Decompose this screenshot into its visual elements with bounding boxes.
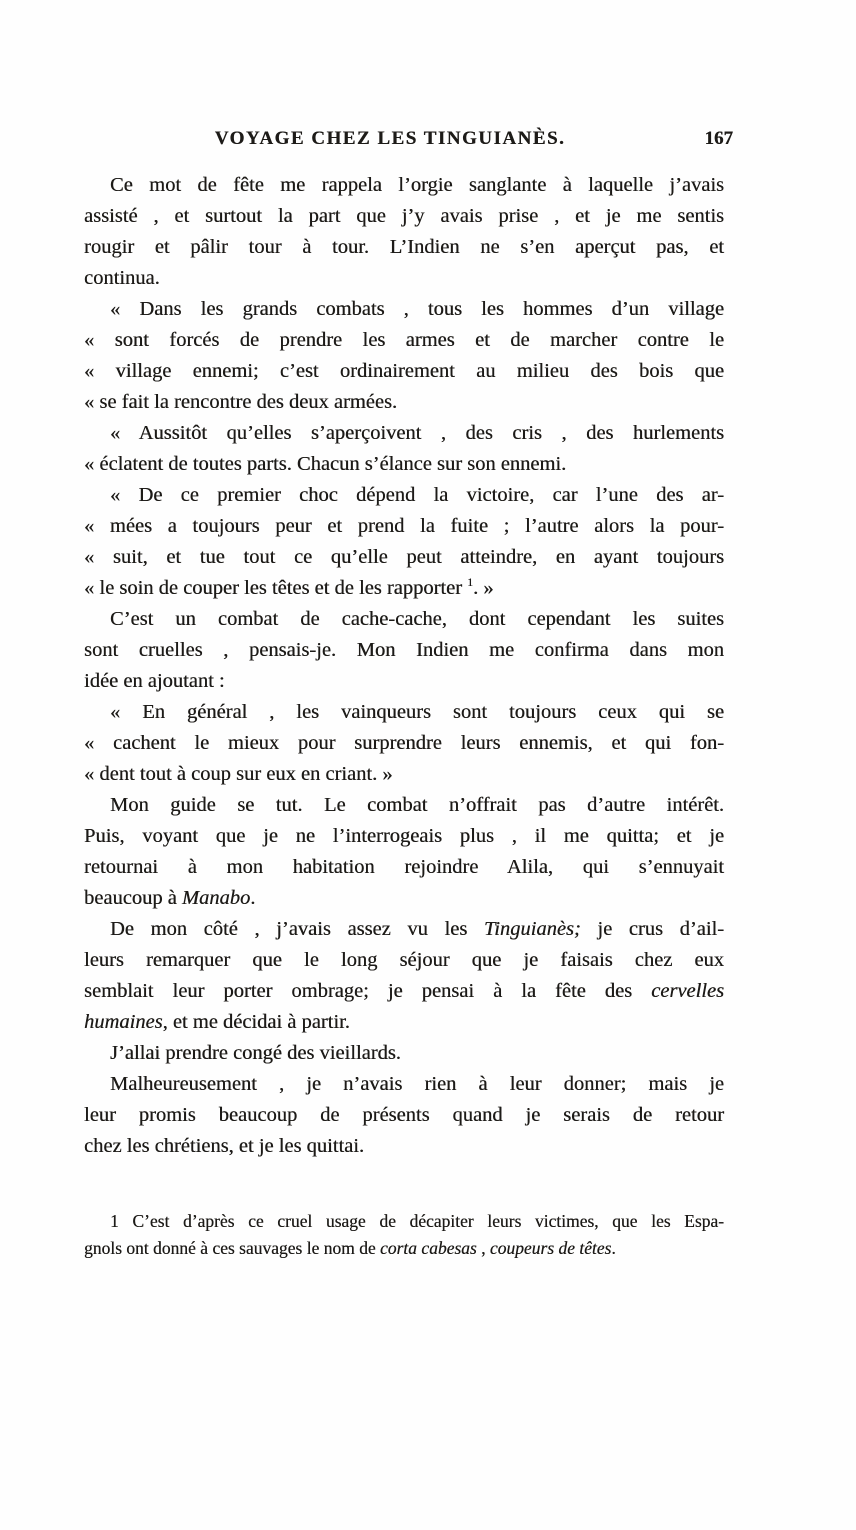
text-line: rougir et pâlir tour à tour. L’Indien ne s’en aperçut pas, et — [84, 236, 724, 258]
text-line: assisté , et surtout la part que j’y avais prise , et je me sentis — [84, 205, 724, 227]
paragraph — [84, 170, 724, 294]
text-line: « village ennemi; c’est ordinairement au milieu des bois que — [84, 360, 724, 382]
text-line: Malheureusement , je n’avais rien à leur donner; mais je — [110, 1073, 724, 1095]
footnote — [84, 1208, 724, 1262]
text-line: Ce mot de fête me rappela l’orgie sanglante à laquelle j’avais — [110, 174, 724, 196]
page-number: 167 — [704, 128, 733, 149]
text-line: « De ce premier choc dépend la victoire, car l’une des ar- — [110, 484, 724, 506]
text-line: « le soin de couper les têtes et de les rapporter $^1$. » — [84, 575, 494, 599]
text-line: Mon guide se tut. Le combat n’offrait pas d’autre intérêt. — [110, 794, 724, 816]
paragraph — [84, 697, 724, 790]
text-line: retournai à mon habitation rejoindre Alila, qui s’ennuyait — [84, 856, 724, 878]
text-line: « Aussitôt qu’elles s’aperçoivent , des cris , des hurlements — [110, 422, 724, 444]
text-line: idée en ajoutant : — [84, 670, 225, 692]
text-line: « Dans les grands combats , tous les hommes d’un village — [110, 298, 724, 320]
page-header — [84, 128, 733, 154]
text-line: leurs remarquer que le long séjour que je faisais chez eux — [84, 949, 724, 971]
paragraph — [84, 790, 724, 914]
footnote-reference: 1 — [467, 575, 474, 590]
running-title: VOYAGE CHEZ LES TINGUIANÈS. — [214, 128, 566, 149]
text-line: « En général , les vainqueurs sont toujours ceux qui se — [110, 701, 724, 723]
text-line: humaines, et me décidai à partir. — [84, 1011, 350, 1033]
text-line: « dent tout à coup sur eux en criant. » — [84, 763, 393, 785]
text-line: chez les chrétiens, et je les quittai. — [84, 1135, 365, 1157]
text-line: « cachent le mieux pour surprendre leurs ennemis, et qui fon- — [84, 732, 724, 754]
text-line: « mées a toujours peur et prend la fuite ; l’autre alors la pour- — [84, 515, 724, 537]
text-line: J’allai prendre congé des vieillards. — [110, 1042, 401, 1064]
text-line: Puis, voyant que je ne l’interrogeais plus , il me quitta; et je — [84, 825, 724, 847]
paragraph — [84, 1038, 724, 1069]
text-line: gnols ont donné à ces sauvages le nom de corta cabesas , coupeurs de têtes. — [84, 1238, 616, 1258]
text-line: semblait leur porter ombrage; je pensai à la fête des cervelles — [84, 980, 724, 1002]
paragraph — [84, 604, 724, 697]
body-text — [84, 170, 724, 1162]
paragraph — [84, 1208, 724, 1262]
text-line: beaucoup à Manabo. — [84, 887, 256, 909]
text-line: « éclatent de toutes parts. Chacun s’élance sur son ennemi. — [84, 453, 567, 475]
paragraph — [84, 480, 724, 604]
paragraph — [84, 294, 724, 418]
paragraph — [84, 1069, 724, 1162]
text-line: « sont forcés de prendre les armes et de marcher contre le — [84, 329, 724, 351]
paragraph — [84, 418, 724, 480]
text-line: De mon côté , j’avais assez vu les Tinguianès; je crus d’ail- — [110, 918, 724, 940]
text-line: « se fait la rencontre des deux armées. — [84, 391, 398, 413]
text-line: sont cruelles , pensais-je. Mon Indien me confirma dans mon — [84, 639, 724, 661]
text-line: continua. — [84, 267, 160, 289]
paragraph — [84, 914, 724, 1038]
text-line: « suit, et tue tout ce qu’elle peut atteindre, en ayant toujours — [84, 546, 724, 568]
text-line: 1 C’est d’après ce cruel usage de décapiter leurs victimes, que les Espa- — [110, 1211, 724, 1231]
text-line: leur promis beaucoup de présents quand je serais de retour — [84, 1104, 724, 1126]
text-line: C’est un combat de cache-cache, dont cependant les suites — [110, 608, 724, 630]
